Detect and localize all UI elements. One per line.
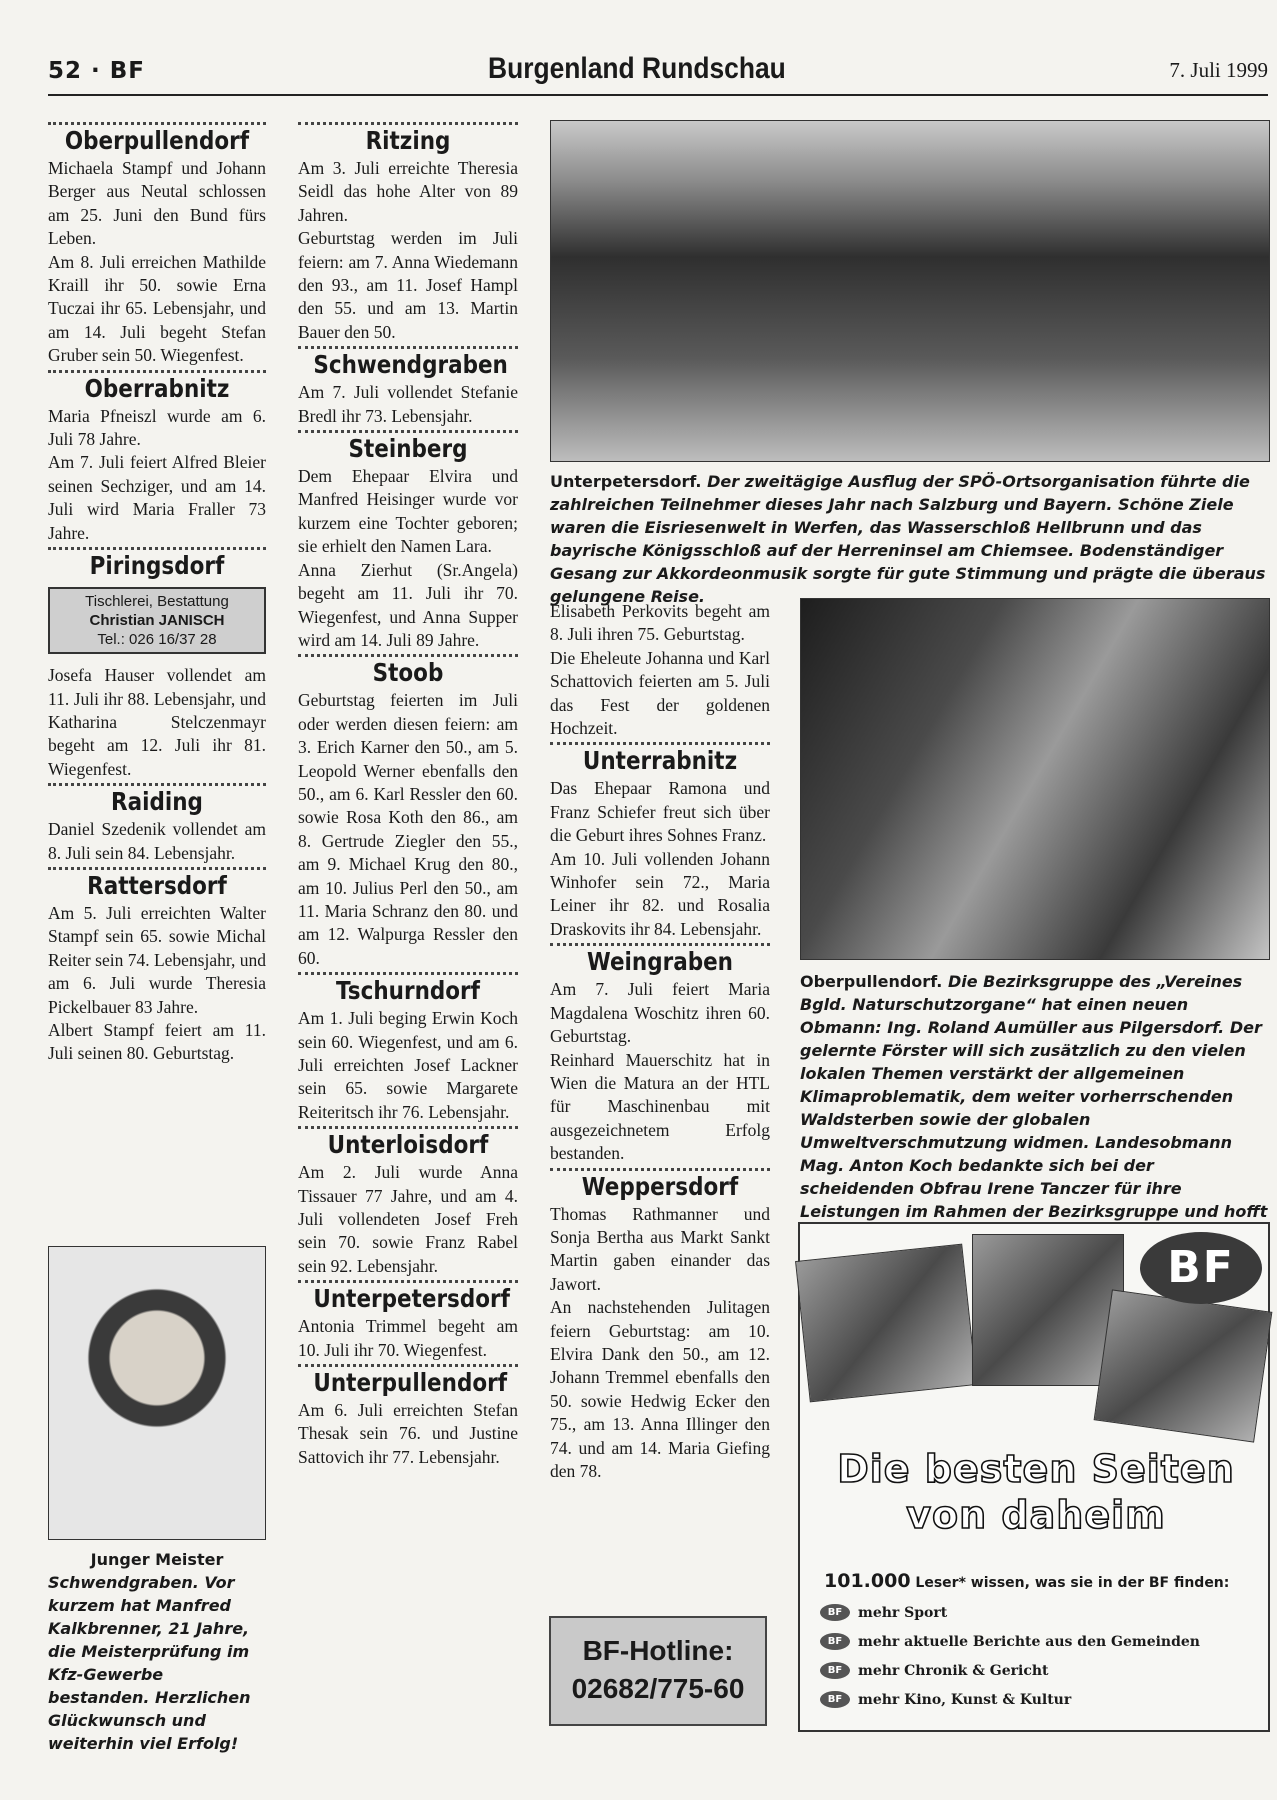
article-text: Maria Pfneiszl wurde am 6. Juli 78 Jahre. [48, 405, 266, 450]
section-heading: Weingraben [586, 947, 733, 977]
meeting-photo-caption: Oberpullendorf. Die Bezirksgruppe des „Vereines Bgld. Naturschutzorgane“ hat einen neuen Obmann: Ing. Roland Aumüller aus Pilgersdorf. Der gelernte Förster will sich zusätzlich zu den vielen lokalen Themen verstärkt der allgemeinen Klimaproblematik, dem weiter vorherrschenden Waldsterben sowie der globalen Umweltverschmutzung widmen. Landesobmann Mag. Anton Koch bedankte sich bei der scheidenden Obfrau Irene Tanczer für ihre Leistungen im Rahmen der Bezirksgruppe und hofft [800, 972, 1268, 1221]
article-text: Am 8. Juli erreichen Mathilde Kraill ihr 50. sowie Erna Tuczai ihr 65. Lebensjahr, und am 14. Juli begeht Stefan Gruber sein 50. Wiegenfest. [48, 251, 266, 366]
article-text: An nachstehenden Julitagen feiern Geburtstag: am 10. Elvira Dank den 50., am 12. Johann Tremmel ebenfalls den 50. sowie Hedwig Ecker den 75., am 13. Anna Illinger den 74. und am 14. Maria Giefing den 78. [550, 1297, 770, 1481]
benefits-list [820, 1598, 1200, 1714]
divider [48, 370, 266, 373]
section-heading: Weppersdorf [581, 1171, 739, 1201]
issue-date: 7. Juli 1999 [1169, 58, 1268, 82]
divider [48, 867, 266, 870]
ad-line: Tischlerei, Bestattung [85, 593, 229, 611]
article-text: Thomas Rathmanner und Sonja Bertha aus Markt Sankt Martin gaben einander das Jawort. [550, 1203, 770, 1294]
column-2 [298, 120, 518, 1469]
portrait-caption: Junger Meister Schwendgraben. Vor kurzem hat Manfred Kalkbrenner, 21 Jahre, die Meisterprüfung im Kfz-Gewerbe bestanden. Herzlichen Glückwunsch und weiterhin viel Erfolg! [48, 1550, 251, 1753]
divider [550, 943, 770, 946]
article-text: Am 7. Juli feiert Alfred Bleier seinen Sechziger, und am 14. Juli wird Maria Fraller 73 Jahre. [48, 452, 266, 543]
bf-bullet-icon: BF [820, 1662, 850, 1679]
hotline-number: 02682/775-60 [571, 1673, 745, 1704]
column-3 [550, 600, 770, 1483]
article-text: Am 7. Juli feiert Maria Magdalena Woschitz ihren 60. Geburtstag. [550, 979, 770, 1047]
list-item: BF mehr Sport [820, 1598, 1200, 1627]
article-text: Am 2. Juli wurde Anna Tissauer 77 Jahre, und am 4. Juli vollendeten Josef Freh sein 70. sowie Franz Rabel sein 92. Lebensjahr. [298, 1162, 518, 1276]
football-photo [795, 1244, 977, 1403]
bf-bullet-icon: BF [820, 1633, 850, 1650]
divider [298, 430, 518, 433]
article-text: Anna Zierhut (Sr.Angela) begeht am 11. Juli ihr 70. Wiegenfest, und Anna Supper wird am 14. Juli 89 Jahre. [298, 559, 518, 650]
divider [550, 1168, 770, 1171]
section-heading: Oberrabnitz [84, 373, 230, 403]
article-text: Antonia Trimmel begeht am 10. Juli ihr 70. Wiegenfest. [298, 1316, 518, 1360]
divider [298, 1280, 518, 1283]
article-text: Josefa Hauser vollendet am 11. Juli ihr 88. Lebensjahr, und Katharina Stelczenmayr begeht am 12. Juli ihr 81. Wiegenfest. [48, 665, 266, 779]
ad-line: Tel.: 026 16/37 28 [97, 631, 217, 649]
page-header [48, 52, 1268, 96]
article-text: Am 5. Juli erreichten Walter Stampf sein 65. sowie Michal Reiter sein 74. Lebensjahr, und am 6. Juli wurde Theresia Pickelbauer 83 Jahre. [48, 902, 266, 1017]
portrait-photo [48, 1246, 266, 1540]
divider [298, 1364, 518, 1367]
section-heading: Tschurndorf [336, 976, 480, 1006]
article-text: Dem Ehepaar Elvira und Manfred Heisinger wurde vor kurzem eine Tochter geboren; sie erhielt den Namen Lara. [298, 466, 518, 557]
group-photo-caption: Unterpetersdorf. Der zweitägige Ausflug der SPÖ-Ortsorganisation führte die zahlreichen Teilnehmer dieses Jahr nach Salzburg und Bayern. Schöne Ziele waren die Eisriesenwelt in Werfen, das Wasserschloß Hellbrunn und das bayrische Königsschloß auf der Herreninsel am Chiemsee. Bodenständiger Gesang zur Akkordeonmusik sorgte für gute Stimmung und prägte die überaus gelungene Reise. [550, 472, 1266, 606]
divider [48, 122, 266, 125]
article-text: Elisabeth Perkovits begeht am 8. Juli ihren 75. Geburtstag. [550, 601, 770, 645]
section-heading: Schwendgraben [313, 350, 508, 380]
divider [298, 346, 518, 349]
bf-logo: BF [1140, 1232, 1262, 1304]
photo-collage [802, 1230, 1268, 1440]
section-heading: Piringsdorf [89, 551, 225, 581]
divider [48, 547, 266, 550]
bf-advertisement [798, 1222, 1270, 1732]
article-text: Michaela Stampf und Johann Berger aus Neutal schlossen am 25. Juni den Bund fürs Leben. [48, 158, 266, 249]
page-number: 52 · BF [48, 58, 146, 84]
group-photo [550, 120, 1270, 462]
section-heading: Oberpullendorf [64, 126, 250, 155]
bf-bullet-icon: BF [820, 1604, 850, 1621]
article-text: Albert Stampf feiert am 11. Juli seinen 80. Geburtstag. [48, 1019, 266, 1064]
business-ad [48, 587, 266, 654]
readers-line: 101.000 Leser* wissen, was sie in der BF finden: [824, 1570, 1230, 1592]
hotline-label: BF-Hotline: [582, 1635, 734, 1666]
section-heading: Ritzing [365, 126, 451, 155]
article-text: Reinhard Mauerschitz hat in Wien die Matura an der HTL für Maschinenbau mit ausgezeichnetem Erfolg bestanden. [550, 1049, 770, 1164]
section-heading: Raiding [111, 787, 203, 817]
column-1 [48, 120, 266, 1066]
article-text: Am 7. Juli vollendet Stefanie Bredl ihr 73. Lebensjahr. [298, 382, 518, 426]
section-heading: Stoob [372, 658, 444, 688]
article-text: Geburtstag werden im Juli feiern: am 7. Anna Wiedemann den 93., am 11. Josef Hampl den 55. und am 13. Martin Bauer den 50. [298, 228, 518, 342]
family-photo [1094, 1289, 1273, 1442]
divider [298, 654, 518, 657]
divider [298, 972, 518, 975]
article-text: Die Eheleute Johanna und Karl Schattovich feierten am 5. Juli das Fest der goldenen Hochzeit. [550, 647, 770, 739]
list-item: BF mehr aktuelle Berichte aus den Gemeinden [820, 1627, 1200, 1656]
article-text: Am 6. Juli erreichten Stefan Thesak sein 76. und Justine Sattovich ihr 77. Lebensjahr. [298, 1400, 518, 1467]
article-text: Am 3. Juli erreichte Theresia Seidl das hohe Alter von 89 Jahren. [298, 158, 518, 225]
article-text: Daniel Szedenik vollendet am 8. Juli sein 84. Lebensjahr. [48, 819, 266, 863]
list-item: BF mehr Kino, Kunst & Kultur [820, 1685, 1200, 1714]
ad-slogan: Die besten Seiten von daheim [837, 1447, 1235, 1537]
section-heading: Steinberg [348, 434, 468, 464]
section-heading: Rattersdorf [87, 870, 227, 900]
hotline-box [549, 1616, 767, 1726]
section-heading: Unterpetersdorf [313, 1284, 510, 1314]
section-heading: Unterloisdorf [327, 1130, 489, 1160]
article-text: Am 10. Juli vollenden Johann Winhofer sein 72., Maria Leiner ihr 82. und Rosalia Draskovits ihr 84. Lebensjahr. [550, 848, 770, 939]
divider [550, 742, 770, 745]
bf-bullet-icon: BF [820, 1691, 850, 1708]
divider [48, 783, 266, 786]
divider [298, 1126, 518, 1129]
list-item: BF mehr Chronik & Gericht [820, 1656, 1200, 1685]
section-heading: Unterrabnitz [582, 746, 738, 776]
newspaper-title: Burgenland Rundschau [488, 52, 786, 85]
ad-line: Christian JANISCH [89, 612, 225, 630]
divider [298, 122, 518, 125]
article-text: Das Ehepaar Ramona und Franz Schiefer freut sich über die Geburt ihres Sohnes Franz. [550, 778, 770, 846]
article-text: Geburtstag feierten im Juli oder werden diesen feiern: am 3. Erich Karner den 50., am 5. Leopold Werner ebenfalls den 50., am 6. Karl Ressler den 60. sowie Rosa Koth den 86., am 8. Gertrude Ziegler den 55., am 9. Michael Krug den 80., am 10. Julius Perl den 50., am 11. Maria Schranz den 80. und am 12. Walpurga Ressler den 60. [298, 690, 518, 968]
article-text: Am 1. Juli beging Erwin Koch sein 60. Wiegenfest, und am 6. Juli erreichten Josef Lackner sein 65. sowie Margarete Reiteritsch ihr 76. Lebensjahr. [298, 1008, 518, 1122]
section-heading: Unterpullendorf [313, 1368, 508, 1398]
meeting-photo [800, 598, 1270, 960]
